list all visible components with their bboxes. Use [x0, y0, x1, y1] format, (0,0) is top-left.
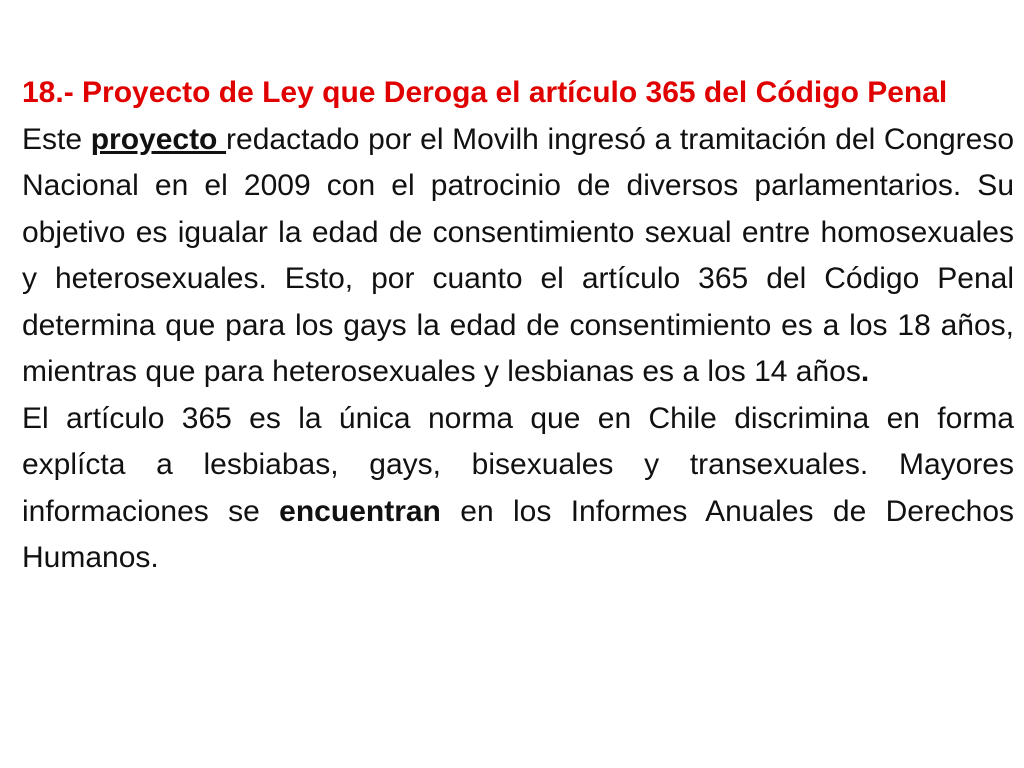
encuentran-emphasis: encuentran [279, 494, 441, 528]
paragraph-end-mark: . [860, 355, 870, 388]
paragraph-project-description [22, 117, 1014, 396]
paragraph-lead: Este [22, 122, 91, 156]
paragraph-article-365 [22, 396, 1014, 582]
proyecto-link[interactable]: proyecto [90, 122, 227, 156]
paragraph-text-after: en los Informes Anuales de Derechos Humanos. [22, 494, 1015, 574]
paragraph-body: redactado por el Movilh ingresó a tramitación del Congreso Nacional en el 2009 con el patrocinio de diversos parlamentarios. Su objetivo es igualar la edad de consentimiento sexual entre homosexuales y heterosexuales. Esto, por cuanto el artículo 365 del Código Penal determina que para los gays la edad de consentimiento es a los 18 años, mientras que para heterosexuales y lesbianas es a los 14 años [22, 122, 1015, 388]
slide-content [22, 70, 1014, 582]
slide-title: 18.- Proyecto de Ley que Deroga el artículo 365 del Código Penal [22, 76, 948, 109]
paragraph-text-before: El artículo 365 es la única norma que en Chile discrimina en forma explícta a lesbiabas, gays, bisexuales y transexuales. Mayores informaciones se [22, 401, 1014, 528]
